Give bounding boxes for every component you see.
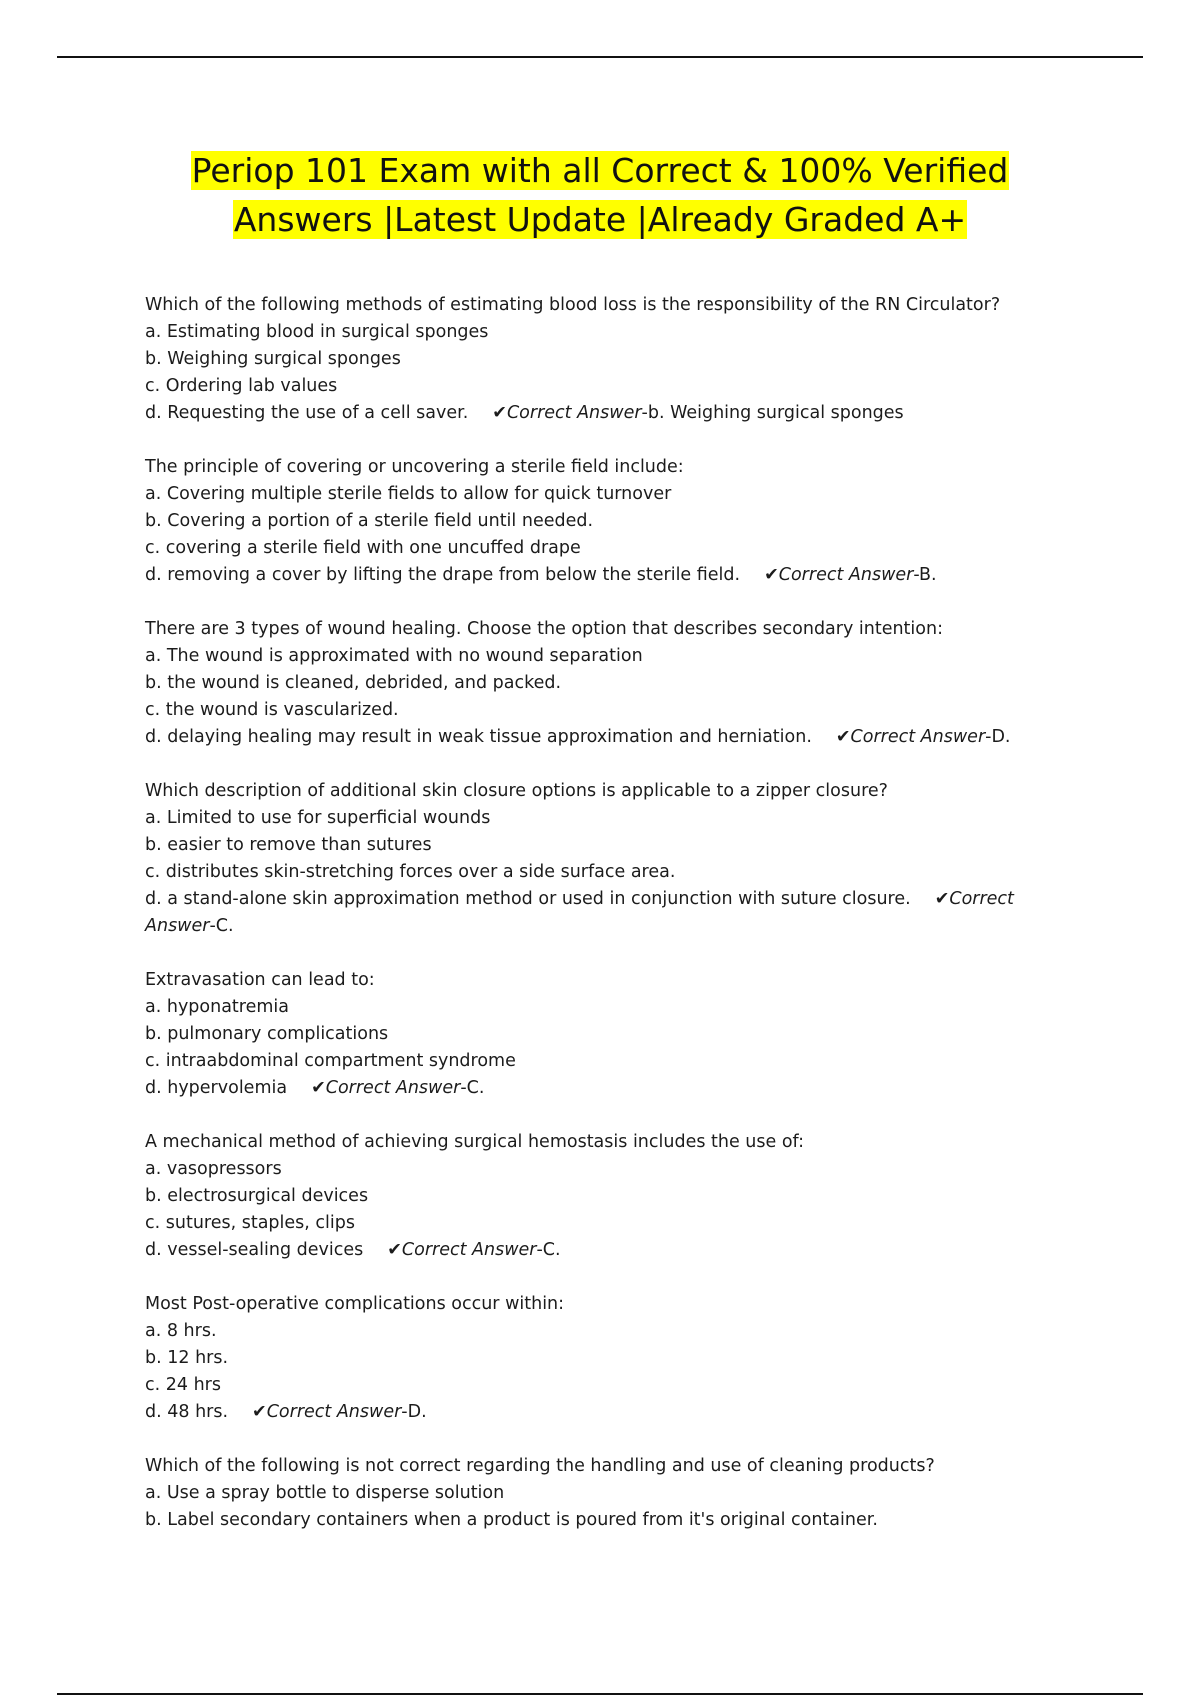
correct-answer-label: ✔Correct Answer [311,1078,461,1098]
option-d: d. removing a cover by lifting the drape from below the sterile field. [145,565,741,585]
correct-answer [311,1078,484,1098]
document-title [0,146,1200,244]
option-b: b. the wound is cleaned, debrided, and packed. [145,673,562,693]
correct-answer-value: -b. Weighing surgical sponges [641,403,904,423]
option-a: a. Limited to use for superficial wounds [145,808,491,828]
correct-answer-value: -D. [985,727,1011,747]
option-d-line [145,724,1065,751]
option-a: a. 8 hrs. [145,1321,217,1341]
correct-answer-value: -C. [460,1078,485,1098]
question-5 [145,967,1065,1102]
option-b: b. easier to remove than sutures [145,835,432,855]
correct-answer-label-part1: ✔Correct [934,889,1014,909]
correct-answer [252,1402,427,1422]
option-b: b. Label secondary containers when a product is poured from it's original container. [145,1510,878,1530]
option-c: c. intraabdominal compartment syndrome [145,1051,516,1071]
option-b: b. 12 hrs. [145,1348,229,1368]
question-stem: Which description of additional skin closure options is applicable to a zipper closure? [145,781,888,801]
question-6 [145,1129,1065,1264]
option-d: d. hypervolemia [145,1078,288,1098]
correct-answer-label: ✔Correct Answer [387,1240,537,1260]
option-a: a. vasopressors [145,1159,282,1179]
option-a: a. Covering multiple sterile fields to allow for quick turnover [145,484,672,504]
correct-answer-label-part2: Answer [145,916,210,936]
question-stem: The principle of covering or uncovering a sterile field include: [145,457,684,477]
question-stem: Most Post-operative complications occur within: [145,1294,565,1314]
question-stem: Which of the following methods of estimating blood loss is the responsibility of the RN Circulator? [145,295,1001,315]
option-a: a. Use a spray bottle to disperse solution [145,1483,505,1503]
correct-answer-label: ✔Correct Answer [492,403,642,423]
question-8 [145,1453,1065,1534]
option-d: d. a stand-alone skin approximation method or used in conjunction with suture closure. [145,889,911,909]
question-stem: There are 3 types of wound healing. Choose the option that describes secondary intention: [145,619,943,639]
option-d-line [145,886,1065,913]
option-d: d. delaying healing may result in weak tissue approximation and herniation. [145,727,812,747]
correct-answer-start [935,889,1014,909]
option-c: c. the wound is vascularized. [145,700,399,720]
correct-answer-label: ✔Correct Answer [835,727,986,747]
option-c: c. Ordering lab values [145,376,338,396]
title-line-2: Answers |Latest Update |Already Graded A+ [233,200,967,239]
correct-answer [836,727,1011,747]
question-7 [145,1291,1065,1426]
correct-answer [764,565,937,585]
correct-answer-value: -D. [401,1402,427,1422]
question-stem: Extravasation can lead to: [145,970,375,990]
option-a: a. Estimating blood in surgical sponges [145,322,489,342]
option-b: b. electrosurgical devices [145,1186,369,1206]
option-a: a. hyponatremia [145,997,289,1017]
top-rule [57,56,1143,58]
question-2 [145,454,1065,589]
correct-answer-value: -B. [913,565,937,585]
title-line-1: Periop 101 Exam with all Correct & 100% Verified [191,151,1009,190]
option-c: c. 24 hrs [145,1375,221,1395]
option-d: d. 48 hrs. [145,1402,229,1422]
correct-answer-value: -C. [209,916,234,936]
correct-answer-label: ✔Correct Answer [252,1402,402,1422]
option-c: c. distributes skin-stretching forces over a side surface area. [145,862,676,882]
bottom-rule [57,1693,1143,1695]
question-3 [145,616,1065,751]
question-list [145,292,1065,1561]
option-d: d. Requesting the use of a cell saver. [145,403,469,423]
correct-answer [387,1240,560,1260]
correct-answer-label: ✔Correct Answer [764,565,914,585]
correct-answer-value: -C. [536,1240,561,1260]
option-b: b. Covering a portion of a sterile field until needed. [145,511,594,531]
option-b: b. Weighing surgical sponges [145,349,401,369]
question-1 [145,292,1065,427]
option-b: b. pulmonary complications [145,1024,389,1044]
option-d-line [145,1399,1065,1426]
option-c: c. covering a sterile field with one uncuffed drape [145,538,581,558]
option-d-line [145,562,1065,589]
option-d-line [145,1075,1065,1102]
question-stem: Which of the following is not correct regarding the handling and use of cleaning products? [145,1456,935,1476]
correct-answer [492,403,903,423]
option-c: c. sutures, staples, clips [145,1213,355,1233]
option-d: d. vessel-sealing devices [145,1240,364,1260]
question-stem: A mechanical method of achieving surgical hemostasis includes the use of: [145,1132,804,1152]
question-4 [145,778,1065,940]
option-a: a. The wound is approximated with no wound separation [145,646,643,666]
answer-continuation-line [145,913,1065,940]
option-d-line [145,400,1065,427]
option-d-line [145,1237,1065,1264]
